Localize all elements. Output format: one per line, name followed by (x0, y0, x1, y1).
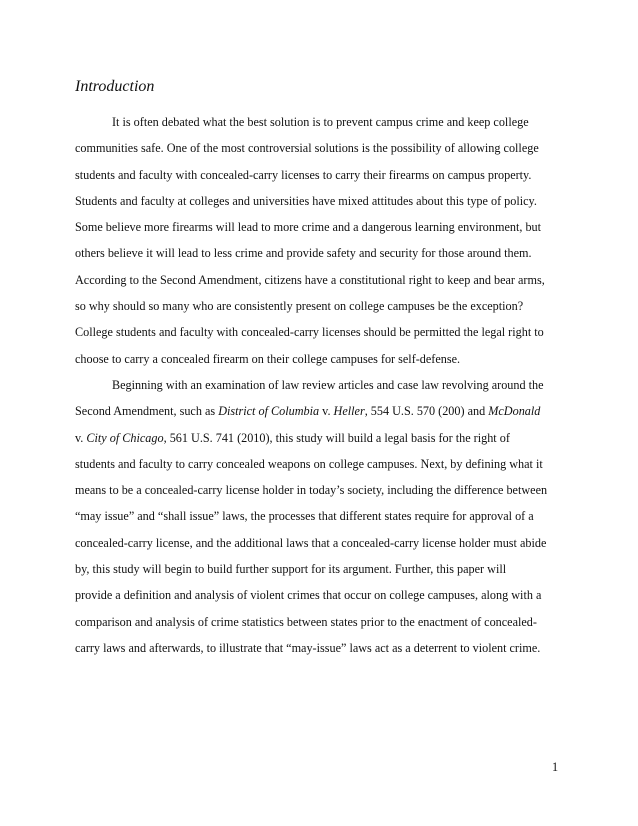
paragraph-2-line: students and faculty to carry concealed weapons on college campuses. Next, by defining what it (75, 456, 543, 471)
paragraph-2-line: comparison and analysis of crime statistics between states prior to the enactment of concealed- (75, 614, 537, 629)
paragraph-1-line: others believe it will lead to less crime and provide safety and security for those around them. (75, 246, 532, 261)
case-name: District of Columbia (218, 404, 320, 419)
paragraph-2-line: concealed-carry license, and the additional laws that a concealed-carry license holder must abide (75, 535, 547, 550)
text-run: Second Amendment, such as (75, 404, 219, 419)
paragraph-1-line: Students and faculty at colleges and universities have mixed attitudes about this type of policy. (75, 193, 537, 208)
paragraph-2-line: carry laws and afterwards, to illustrate that “may-issue” laws act as a deterrent to violent crime. (75, 640, 541, 655)
paragraph-2-line: “may issue” and “shall issue” laws, the processes that different states require for approval of a (75, 509, 534, 524)
paragraph-2-line (75, 425, 575, 451)
paragraph-2-line: Beginning with an examination of law review articles and case law revolving around the (112, 377, 544, 392)
paragraph-2-line (75, 398, 575, 424)
paragraph-1-line: students and faculty with concealed-carry licenses to carry their firearms on campus property. (75, 167, 532, 182)
paragraph-2-line: by, this study will begin to build further support for its argument. Further, this paper will (75, 562, 507, 577)
section-heading: Introduction (75, 78, 155, 95)
text-run: v. (319, 404, 334, 419)
case-name: Heller (333, 404, 365, 419)
text-run: , 561 U.S. 741 (2010), this study will build a legal basis for the right of (163, 430, 510, 445)
paragraph-1-line: so why should so many who are consistently present on college campuses be the exception? (75, 299, 524, 314)
body-text (75, 109, 575, 661)
paragraph-2-line: provide a definition and analysis of violent crimes that occur on college campuses, along with a (75, 588, 542, 603)
text-run: , 554 U.S. 570 (200) and (364, 404, 489, 419)
paragraph-1-line: College students and faculty with concealed-carry licenses should be permitted the legal right to (75, 325, 544, 340)
paragraph-1-line: Some believe more firearms will lead to more crime and a dangerous learning environment, but (75, 220, 542, 235)
paragraph-2-line: means to be a concealed-carry license holder in today’s society, including the difference between (75, 483, 548, 498)
paragraph-1-line: choose to carry a concealed firearm on their college campuses for self-defense. (75, 351, 461, 366)
text-run: v. (75, 430, 87, 445)
paragraph-1-line: It is often debated what the best solution is to prevent campus crime and keep college (112, 115, 529, 129)
paragraph-1-line: According to the Second Amendment, citizens have a constitutional right to keep and bear arms, (75, 272, 545, 287)
paragraph-1-line: communities safe. One of the most controversial solutions is the possibility of allowing college (75, 141, 539, 156)
case-name: McDonald (488, 404, 541, 419)
case-name: City of Chicago (86, 430, 164, 445)
page-number: 1 (552, 760, 559, 774)
